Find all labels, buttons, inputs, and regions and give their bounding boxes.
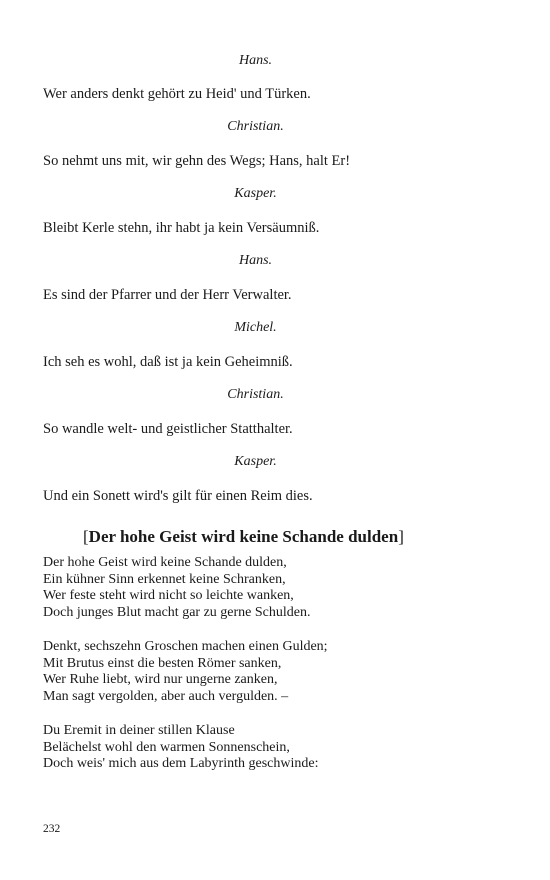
stanza (43, 555, 310, 621)
speaker-name: Hans. (238, 53, 273, 68)
speaker-name: Michel. (234, 320, 277, 335)
dialogue-line: Bleibt Kerle stehn, ihr habt ja kein Versäumniß. (43, 220, 320, 236)
dialogue-line: So wandle welt- und geistlicher Statthalter. (43, 421, 293, 437)
stanza (43, 639, 328, 705)
verse-line: Wer feste steht wird nicht so leichte wanken, (43, 588, 294, 603)
poem-title (83, 527, 404, 547)
title-bracket-close: ] (398, 527, 404, 546)
dialogue-line: So nehmt uns mit, wir gehn des Wegs; Hans, halt Er! (43, 153, 351, 169)
speaker-name: Christian. (227, 387, 284, 402)
verse-line: Du Eremit in deiner stillen Klause (43, 723, 235, 738)
speaker-name: Hans. (238, 253, 273, 268)
page-number: 232 (43, 823, 61, 835)
verse-line: Mit Brutus einst die besten Römer sanken, (43, 655, 282, 671)
dialogue-line: Ich seh es wohl, daß ist ja kein Geheimniß. (43, 354, 293, 370)
poem-title-text: Der hohe Geist wird keine Schande dulden (88, 527, 399, 546)
dialogue-line: Wer anders denkt gehört zu Heid' und Türken. (43, 86, 311, 102)
verse-line: Doch junges Blut macht gar zu gerne Schulden. (43, 604, 311, 620)
speaker-name: Kasper. (234, 454, 277, 469)
verse-line: Denkt, sechszehn Groschen machen einen Gulden; (43, 639, 328, 654)
stanza (43, 723, 318, 773)
verse-line: Doch weis' mich aus dem Labyrinth geschwinde: (43, 756, 319, 771)
dialogue-line: Und ein Sonett wird's gilt für einen Reim dies. (43, 488, 313, 504)
speaker-name: Christian. (227, 119, 284, 134)
verse-line: Belächelst wohl den warmen Sonnenschein, (43, 739, 290, 755)
verse-line: Man sagt vergolden, aber auch vergulden. – (43, 688, 289, 704)
speaker-name: Kasper. (234, 186, 277, 201)
dialogue-line: Es sind der Pfarrer und der Herr Verwalter. (43, 287, 292, 303)
verse-line: Der hohe Geist wird keine Schande dulden, (43, 555, 287, 570)
verse-line: Wer Ruhe liebt, wird nur ungerne zanken, (43, 672, 278, 687)
title-bracket-open: [ (83, 527, 89, 546)
verse-line: Ein kühner Sinn erkennet keine Schranken, (43, 571, 286, 587)
